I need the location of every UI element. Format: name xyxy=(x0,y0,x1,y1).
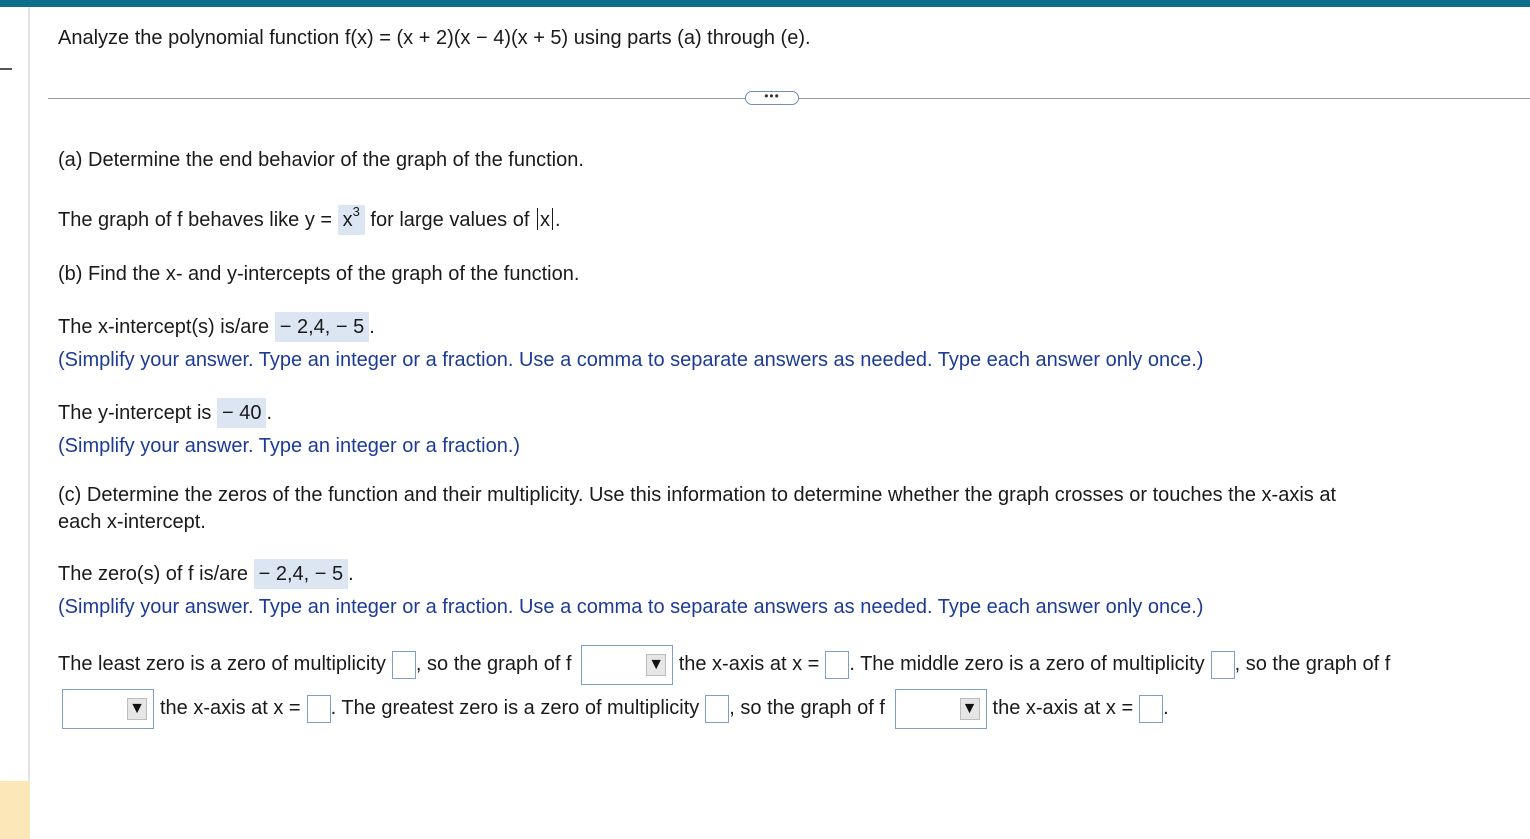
least-zero-text: The least zero is a zero of multiplicity xyxy=(58,653,386,675)
middle-multiplicity-input[interactable] xyxy=(1211,651,1235,679)
x-intercept-answer[interactable]: − 2,4, − 5 xyxy=(275,312,370,342)
y-intercept-row: The y-intercept is − 40 . xyxy=(58,398,272,428)
least-zero-x-input[interactable] xyxy=(825,651,849,679)
part-c-heading-line1: (c) Determine the zeros of the function and their multiplicity. Use this information to determine whether the graph crosses or touches the x-axis at xyxy=(58,484,1336,506)
y-intercept-answer[interactable]: − 40 xyxy=(217,398,266,428)
zeros-answer[interactable]: − 2,4, − 5 xyxy=(254,559,349,589)
so-graph-text-1: , so the graph of f xyxy=(415,653,572,675)
multiplicity-line-2: ▼ the x-axis at x = . The greatest zero is a zero of multiplicity , so the graph of f ▼ the x-axis at x = . xyxy=(62,686,1169,730)
abs-bar-right xyxy=(552,208,553,230)
greatest-behavior-dropdown[interactable] xyxy=(895,689,987,729)
part-a-post: for large values of xyxy=(370,209,530,231)
left-rail-highlight xyxy=(0,781,30,839)
part-a-sentence: The graph of f behaves like $y = x^3$ for large values of x . xyxy=(58,205,561,235)
question-prompt: Analyze the polynomial function f(x) = (x + 2)(x − 4)(x + 5) using parts (a) through (e). xyxy=(58,27,811,49)
left-rail xyxy=(0,7,30,832)
greatest-zero-x-input[interactable] xyxy=(1139,695,1163,723)
least-multiplicity-input[interactable] xyxy=(392,651,416,679)
greatest-multiplicity-input[interactable] xyxy=(705,695,729,723)
part-a-heading: (a) Determine the end behavior of the graph of the function. xyxy=(58,149,584,171)
part-c-heading-line2: each x-intercept. xyxy=(58,511,206,533)
xaxis-text-1: the x-axis at x = xyxy=(678,653,820,675)
end-behavior-answer[interactable] xyxy=(338,205,365,235)
xaxis-text-3: the x-axis at x = xyxy=(992,697,1134,719)
x-intercept-hint: (Simplify your answer. Type an integer or a fraction. Use a comma to separate answers as needed. Type each answer only once.) xyxy=(58,349,1204,371)
chevron-down-icon: ▼ xyxy=(960,698,980,720)
more-options-button[interactable]: ••• xyxy=(745,91,799,105)
abs-variable: x xyxy=(539,209,550,231)
middle-behavior-dropdown[interactable] xyxy=(62,689,154,729)
top-accent-bar xyxy=(0,0,1530,7)
y-intercept-hint: (Simplify your answer. Type an integer or a fraction.) xyxy=(58,435,521,457)
so-graph-text-2: , so the graph of f xyxy=(1234,653,1391,675)
middle-zero-x-input[interactable] xyxy=(307,695,331,723)
answer-exponent: 3 xyxy=(352,204,360,219)
abs-bar-left xyxy=(537,208,538,230)
greatest-zero-text: . The greatest zero is a zero of multiplicity xyxy=(330,697,700,719)
part-a-pre: The graph of f behaves like y = xyxy=(58,209,333,231)
chevron-down-icon: ▼ xyxy=(646,654,666,676)
middle-zero-text: . The middle zero is a zero of multiplicity xyxy=(849,653,1205,675)
chevron-down-icon: ▼ xyxy=(127,698,147,720)
y-intercept-label: The y-intercept is xyxy=(58,402,212,424)
so-graph-text-3: , so the graph of f xyxy=(729,697,885,719)
zeros-hint: (Simplify your answer. Type an integer or a fraction. Use a comma to separate answers as needed. Type each answer only once.) xyxy=(58,596,1204,618)
multiplicity-line-1 xyxy=(58,642,1390,686)
zeros-label: The zero(s) of f is/are xyxy=(58,563,249,585)
x-intercept-label: The x-intercept(s) is/are xyxy=(58,316,270,338)
zeros-row: The zero(s) of f is/are − 2,4, − 5 . xyxy=(58,559,354,589)
x-intercept-row: The x-intercept(s) is/are − 2,4, − 5 . xyxy=(58,312,375,342)
answer-base: x xyxy=(342,209,353,231)
collapse-dash-icon[interactable] xyxy=(0,68,12,70)
least-behavior-dropdown[interactable] xyxy=(581,645,673,685)
part-b-heading: (b) Find the x- and y-intercepts of the graph of the function. xyxy=(58,263,580,285)
xaxis-text-2: the x-axis at x = xyxy=(160,697,301,719)
